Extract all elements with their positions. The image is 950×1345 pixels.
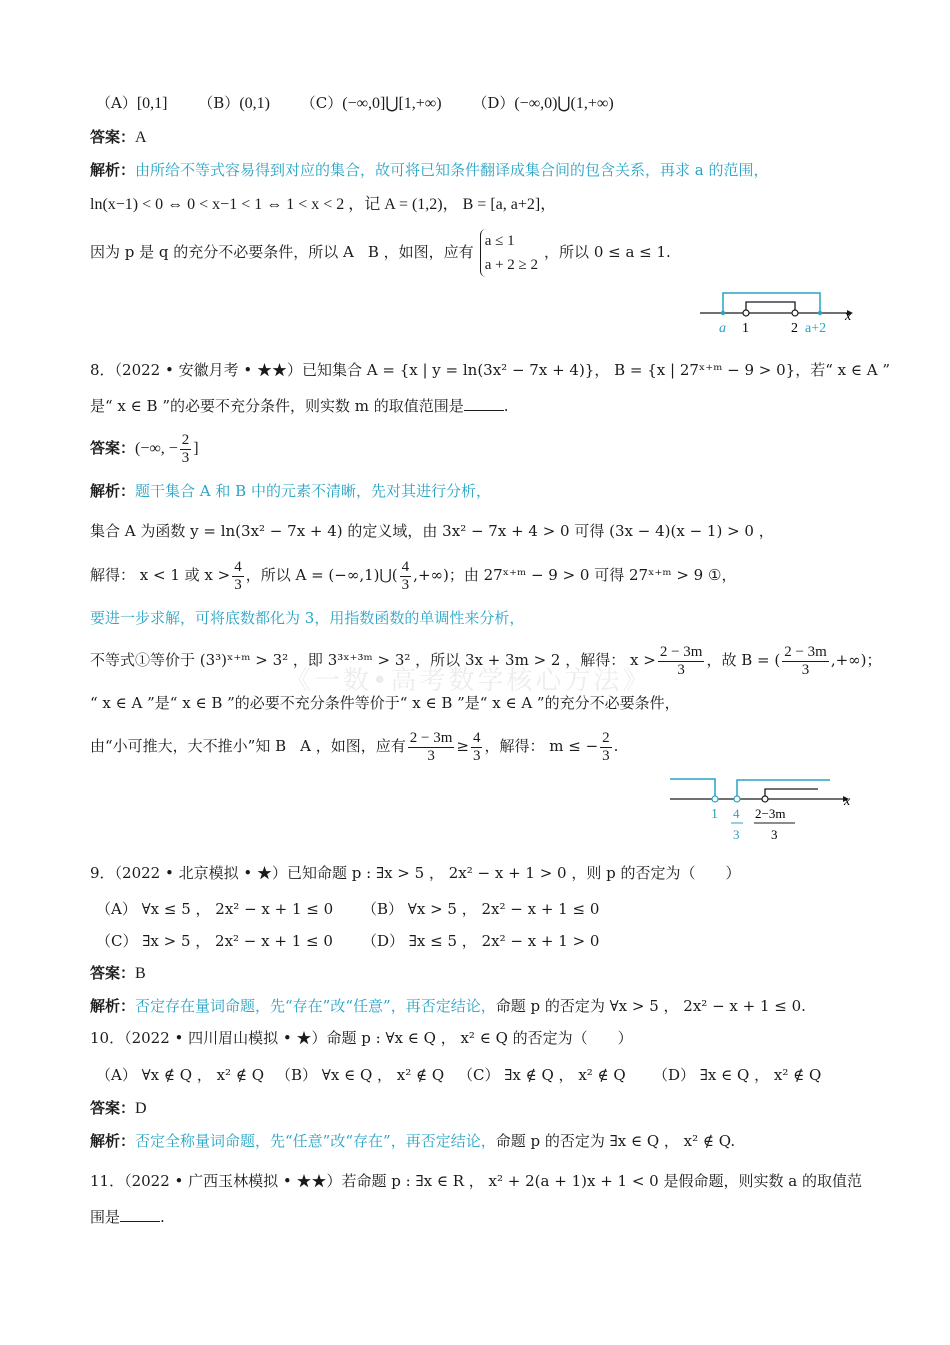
q9-stem: 9．（2022 • 北京模拟 • ★）已知命题 p : ∃x > 5 ， 2x² − x + 1 > 0 ，则 p 的否定为（ ） bbox=[90, 864, 741, 882]
watermark: 《一数•高考数学核心方法》 bbox=[285, 666, 652, 696]
q8-label-23m-num: 2−3m bbox=[755, 806, 786, 821]
q7-option-b: （B）(0,1) bbox=[198, 94, 270, 112]
q7-system: a ≤ 1 a + 2 ≥ 2 bbox=[480, 229, 538, 277]
q9-option-b: （B） ∀x > 5 ， 2x² − x + 1 ≤ 0 bbox=[362, 900, 600, 918]
q7-axis-label: x bbox=[845, 309, 852, 324]
q7-answer: 答案：A bbox=[90, 128, 147, 146]
q8-line1: 集合 A 为函数 y = ln(3x² − 7x + 4) 的定义域，由 3x² − 7x + 4 > 0 可得 (3x − 4)(x − 1) > 0 ， bbox=[90, 522, 774, 540]
q10-option-b: （B） ∀x ∈ Q ， x² ∉ Q bbox=[276, 1066, 445, 1084]
q8-answer: 答案：(−∞, − $\frac{2}{3}$ ] bbox=[90, 431, 199, 466]
q8-line2: 解得： x < 1 或 x > $\frac{4}{3}$ ，所以 A = (−∞,1)⋃( $\frac{4}{3}$ ,+∞)；由 27ˣ⁺ᵐ − 9 > 0 可得 27ˣ⁺ᵐ > 9 ①， bbox=[90, 558, 737, 593]
q9-option-c: （C） ∃x > 5 ， 2x² − x + 1 ≤ 0 bbox=[96, 932, 333, 950]
q7-analysis-tip: 解析：由所给不等式容易得到对应的集合，故可将已知条件翻译成集合间的包含关系，再求 a 的范围， bbox=[90, 161, 769, 179]
q7-label-2: 2 bbox=[791, 321, 798, 336]
q10-option-a: （A） ∀x ∉ Q ， x² ∉ Q bbox=[96, 1066, 264, 1084]
q10-options bbox=[96, 1064, 821, 1086]
q8-axis-label: x bbox=[844, 794, 851, 809]
q7-line2: 因为 p 是 q 的充分不必要条件，所以 A B ，如图，应有 a ≤ 1 a + 2 ≥ 2 ，所以 0 ≤ a ≤ 1. bbox=[90, 228, 671, 277]
q8-analysis-tip: 解析：题干集合 A 和 B 中的元素不清晰，先对其进行分析， bbox=[90, 482, 491, 500]
q11-stem-line1: 11．（2022 • 广西玉林模拟 • ★★）若命题 p : ∃x ∈ R ， x² + 2(a + 1)x + 1 < 0 是假命题，则实数 a 的取值范 bbox=[90, 1172, 862, 1190]
q8-label-23m-den: 3 bbox=[771, 827, 778, 842]
q9-analysis: 解析：否定存在量词命题，先“存在”改“任意”，再否定结论，命题 p 的否定为 ∀x > 5 ， 2x² − x + 1 ≤ 0. bbox=[90, 997, 806, 1015]
q7-label-1: 1 bbox=[742, 321, 749, 336]
q9-option-a: （A） ∀x ≤ 5 ， 2x² − x + 1 ≤ 0 bbox=[96, 900, 334, 918]
q10-stem: 10．（2022 • 四川眉山模拟 • ★）命题 p : ∀x ∈ Q ， x² ∈ Q 的否定为（ ） bbox=[90, 1029, 633, 1047]
q10-option-d: （D） ∃x ∈ Q ， x² ∉ Q bbox=[653, 1066, 822, 1084]
q7-label-a-plus-2: a+2 bbox=[805, 321, 827, 336]
q9-options-row1 bbox=[96, 898, 625, 920]
q8-label-4-num: 4 bbox=[733, 806, 740, 821]
q7-number-line-figure bbox=[695, 290, 865, 340]
q10-option-c: （C） ∃x ∉ Q ， x² ∉ Q bbox=[458, 1066, 626, 1084]
q9-answer: 答案：B bbox=[90, 964, 146, 982]
q8-label-1: 1 bbox=[711, 807, 718, 822]
q7-option-c: （C）(−∞,0]⋃[1,+∞) bbox=[300, 94, 442, 112]
q11-stem-line2: 围是 . bbox=[90, 1208, 165, 1226]
q7-line1: ln(x−1) < 0 ⇔ 0 < x−1 < 1 ⇔ 1 < x < 2 ，记 A = (1,2)， B = [a, a+2]， bbox=[90, 196, 557, 213]
q8-stem-line2: 是“ x ∈ B ”的必要不充分条件，则实数 m 的取值范围是 . bbox=[90, 397, 509, 415]
q8-blank bbox=[464, 396, 504, 411]
q8-line4: “ x ∈ A ”是“ x ∈ B ”的必要不充分条件等价于“ x ∈ B ”是“ x ∈ A ”的充分不必要条件， bbox=[90, 694, 680, 712]
q7-options bbox=[96, 92, 640, 115]
q9-option-d: （D） ∃x ≤ 5 ， 2x² − x + 1 > 0 bbox=[362, 932, 600, 950]
q7-option-a: （A）[0,1] bbox=[96, 94, 168, 112]
q7-option-d: （D）(−∞,0)⋃(1,+∞) bbox=[472, 94, 614, 112]
q11-blank bbox=[120, 1207, 160, 1222]
q10-analysis: 解析：否定全称量词命题，先“任意”改“存在”，再否定结论，命题 p 的否定为 ∃x ∈ Q ， x² ∉ Q. bbox=[90, 1132, 736, 1150]
q8-label-4-den: 3 bbox=[733, 827, 740, 842]
q8-line5: 由“小可推大，大不推小”知 B A ，如图，应有 $\frac{2 - 3m}{3}$ ≥ $\frac{4}{3}$ ，解得： m ≤ − $\frac{2}{3}$ . bbox=[90, 729, 619, 764]
q8-line3: 不等式①等价于 (3³)ˣ⁺ᵐ > 3² ，即 3³ˣ⁺³ᵐ > 3² ，所以 3x + 3m > 2 ，解得： x > $\frac{2 - 3m}{3}$ ，故 B = ( $\frac{2 - 3m}{3}$ ,+∞)； bbox=[90, 643, 882, 678]
q7-label-a: a bbox=[719, 321, 726, 336]
q8-tip2: 要进一步求解，可将底数都化为 3，用指数函数的单调性来分析， bbox=[90, 609, 525, 627]
q8-stem-line1: 8．（2022 • 安徽月考 • ★★）已知集合 A = {x | y = ln(3x² − 7x + 4)}， B = {x | 27ˣ⁺ᵐ − 9 > 0}，若“ x ∈ A ” bbox=[90, 361, 891, 379]
q10-answer: 答案：D bbox=[90, 1099, 147, 1117]
q9-options-row2 bbox=[96, 930, 625, 952]
q8-number-line-figure bbox=[668, 775, 858, 847]
